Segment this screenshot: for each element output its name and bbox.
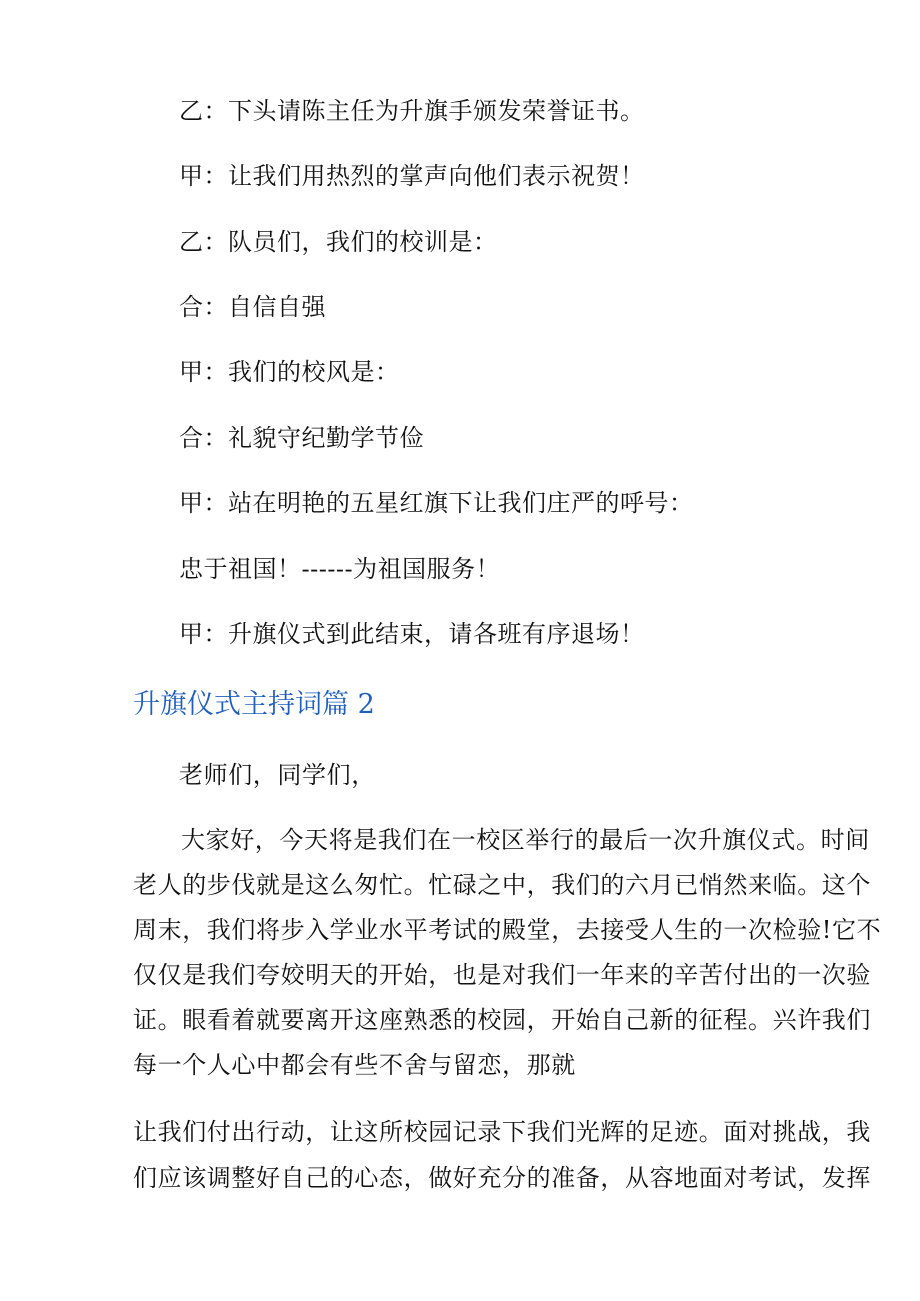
paragraph-line: 周末，我们将步入学业水平考试的殿堂，去接受人生的一次检验!它不 — [133, 916, 882, 944]
paragraph-line: 每一个人心中都会有些不舍与留恋，那就 — [133, 1051, 576, 1079]
paragraph-line: 大家好，今天将是我们在一校区举行的最后一次升旗仪式。时间 — [181, 826, 870, 854]
dialogue-line: 忠于祖国！------为祖国服务！ — [179, 555, 501, 583]
paragraph-line: 们应该调整好自己的心态，做好充分的准备，从容地面对考试，发挥 — [133, 1164, 871, 1192]
paragraph-line: 证。眼看着就要离开这座熟悉的校园，开始自己新的征程。兴许我们 — [133, 1006, 871, 1034]
dialogue-line: 甲：让我们用热烈的掌声向他们表示祝贺！ — [179, 162, 645, 190]
section-heading: 升旗仪式主持词篇 2 — [133, 689, 375, 720]
greeting: 老师们，同学们， — [179, 761, 376, 789]
dialogue-line: 乙：队员们，我们的校训是： — [179, 228, 498, 256]
dialogue-line: 合：自信自强 — [179, 293, 326, 321]
dialogue-line: 甲：站在明艳的五星红旗下让我们庄严的呼号： — [179, 489, 694, 517]
paragraph-line: 老人的步伐就是这么匆忙。忙碌之中，我们的六月已悄然来临。这个 — [133, 871, 871, 899]
dialogue-line: 乙：下头请陈主任为升旗手颁发荣誉证书。 — [179, 97, 645, 125]
paragraph-line: 仅仅是我们夸姣明天的开始，也是对我们一年来的辛苦付出的一次验 — [133, 961, 871, 989]
dialogue-line: 合：礼貌守纪勤学节俭 — [179, 424, 424, 452]
dialogue-line: 甲：我们的校风是： — [179, 358, 400, 386]
dialogue-line: 甲：升旗仪式到此结束，请各班有序退场！ — [179, 620, 645, 648]
paragraph-line: 让我们付出行动，让这所校园记录下我们光辉的足迹。面对挑战，我 — [133, 1118, 871, 1146]
